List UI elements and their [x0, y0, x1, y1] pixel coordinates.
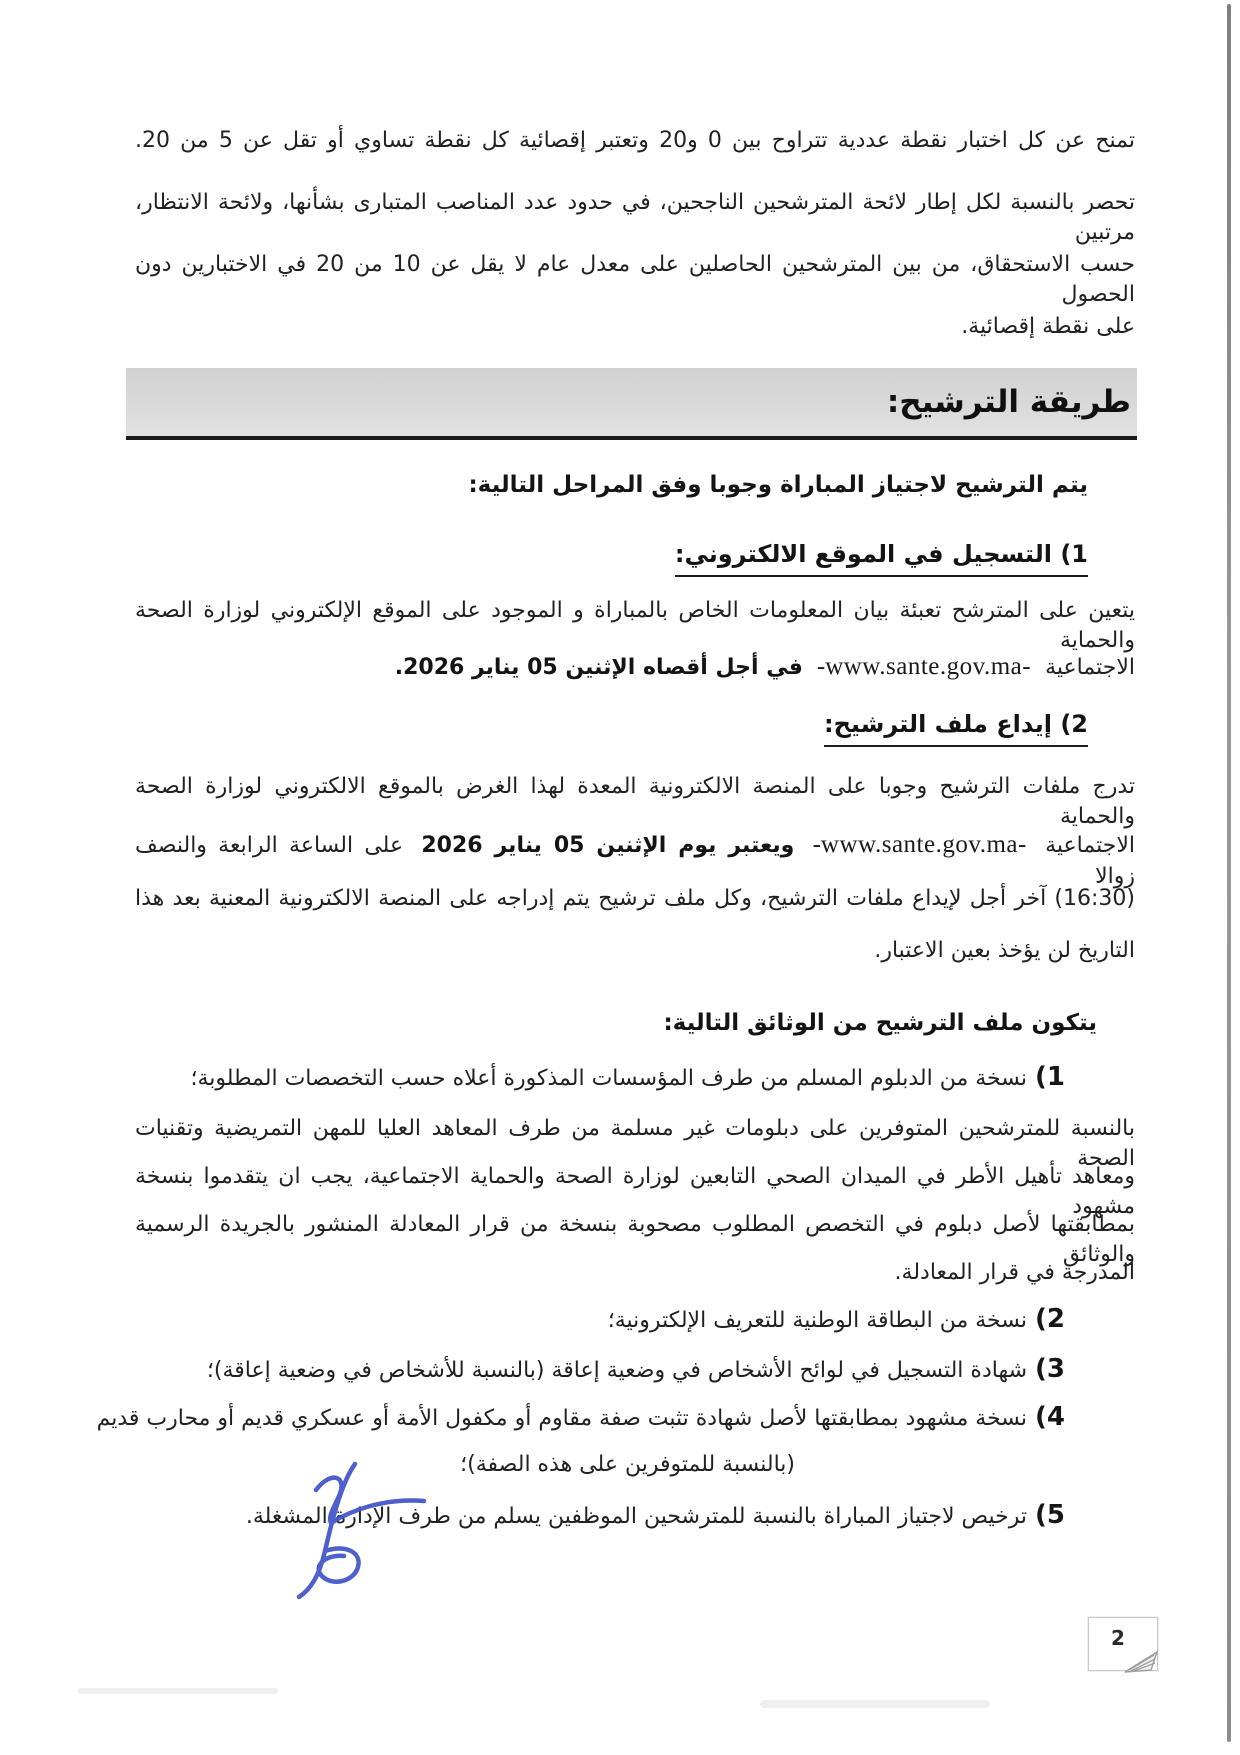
step2-heading	[824, 708, 1088, 747]
site-url: -www.sante.gov.ma-	[816, 653, 1032, 680]
method-lead: يتم الترشيح لاجتياز المباراة وجوبا وفق المراحل التالية:	[468, 472, 1088, 498]
item2-text: نسخة من البطاقة الوطنية للتعريف الإلكترونية؛	[607, 1308, 1028, 1333]
item4-text: نسخة مشهود بمطابقتها لأصل شهادة تثبت صفة مقاوم أو مكفول الأمة أو عسكري قديم أو محارب قديم	[96, 1406, 1028, 1431]
documents-heading: يتكون ملف الترشيح من الوثائق التالية:	[663, 1010, 1097, 1036]
handwritten-signature	[258, 1458, 433, 1607]
scan-smudge	[760, 1700, 990, 1708]
intro-line-1: تمنح عن كل اختبار نقطة عددية تتراوح بين 0 و20 وتعتبر إقصائية كل نقطة تساوي أو تقل عن 5 من 20.	[135, 128, 1135, 153]
step2-line-1: تدرج ملفات الترشيح وجوبا على المنصة الالكترونية المعدة لهذا الغرض بالموقع الالكتروني لوزارة الصحة والحماية	[135, 774, 1135, 829]
scan-smudge	[78, 1688, 278, 1694]
step2-line-2	[135, 828, 1135, 891]
intro-line-2: تحصر بالنسبة لكل إطار لائحة المترشحين الناجحين، في حدود عدد المناصب المتبارى بشأنها، ولائحة الانتظار، مرتبين	[135, 190, 1135, 245]
step2-line2-pre: الاجتماعية	[1045, 833, 1135, 858]
intro-line-3: حسب الاستحقاق، من بين المترشحين الحاصلين على معدل عام لا يقل عن 10 من 20 في الاختبارين دون الحصول	[135, 252, 1135, 307]
step1-line-2	[395, 650, 1135, 684]
document-item-3	[207, 1352, 1065, 1387]
page-number: 2	[1111, 1626, 1125, 1650]
step2-deadline: ويعتبر يوم الإثنين 05 يناير 2026	[421, 833, 795, 858]
step2-line-3: (16:30) آخر أجل لإيداع ملفات الترشيح، وكل ملف ترشيح يتم إدراجه على المنصة الالكترونية المعنية بعد هذا	[135, 886, 1135, 911]
item1-text: نسخة من الدبلوم المسلم من طرف المؤسسات المذكورة أعلاه حسب التخصصات المطلوبة؛	[190, 1066, 1028, 1091]
step1-line-1: يتعين على المترشح تعبئة بيان المعلومات الخاص بالمباراة و الموجود على الموقع الإلكتروني لوزارة الصحة والحماية	[135, 598, 1135, 653]
step2-heading-text: 2) إيداع ملف الترشيح:	[824, 708, 1088, 747]
item4-number: 4)	[1035, 1402, 1065, 1432]
section-banner	[126, 368, 1137, 440]
step2-line2-post: على الساعة الرابعة والنصف زوالا	[135, 833, 1135, 889]
item2-number: 2)	[1035, 1304, 1065, 1334]
item3-text: شهادة التسجيل في لوائح الأشخاص في وضعية إعاقة (بالنسبة للأشخاص في وضعية إعاقة)؛	[206, 1358, 1028, 1383]
section-title: طريقة الترشيح:	[886, 384, 1131, 420]
item5-text: ترخيص لاجتياز المباراة بالنسبة للمترشحين الموظفين يسلم من طرف الإدارة المشغلة.	[245, 1504, 1028, 1529]
item3-number: 3)	[1035, 1354, 1065, 1384]
step2-line-4: التاريخ لن يؤخذ بعين الاعتبار.	[874, 938, 1135, 963]
document-item-2	[608, 1302, 1065, 1337]
step1-heading-text: 1) التسجيل في الموقع الالكتروني:	[675, 538, 1088, 577]
item1-note-2: ومعاهد تأهيل الأطر في الميدان الصحي التابعين لوزارة الصحة والحماية الاجتماعية، يجب ان يتقدموا بنسخة مشهود	[135, 1164, 1135, 1219]
item1-note-4: المدرجة في قرار المعادلة.	[894, 1260, 1135, 1285]
item1-number: 1)	[1035, 1062, 1065, 1092]
site-url-2: -www.sante.gov.ma-	[812, 831, 1027, 858]
item1-note-1: بالنسبة للمترشحين المتوفرين على دبلومات غير مسلمة من طرف المعاهد العليا للمهن التمريضية وتقنيات الصحة	[135, 1116, 1135, 1171]
step1-heading	[675, 538, 1088, 577]
page-fold-icon	[1121, 1640, 1163, 1680]
item1-note-3: بمطابقتها لأصل دبلوم في التخصص المطلوب مصحوبة بنسخة من قرار المعادلة المنشور بالجريدة الرسمية والوثائق	[135, 1212, 1135, 1267]
scan-edge-line	[1227, 4, 1231, 1742]
page-number-box	[1088, 1617, 1158, 1671]
item4-text-2: (بالنسبة للمتوفرين على هذه الصفة)؛	[460, 1452, 795, 1477]
document-item-4	[97, 1400, 1065, 1435]
item5-number: 5)	[1035, 1500, 1065, 1530]
document-item-1	[190, 1060, 1065, 1095]
intro-line-4: على نقطة إقصائية.	[961, 314, 1135, 339]
step1-deadline: في أجل أقصاه الإثنين 05 يناير 2026.	[394, 655, 803, 680]
step1-line2-pre: الاجتماعية	[1045, 655, 1135, 680]
